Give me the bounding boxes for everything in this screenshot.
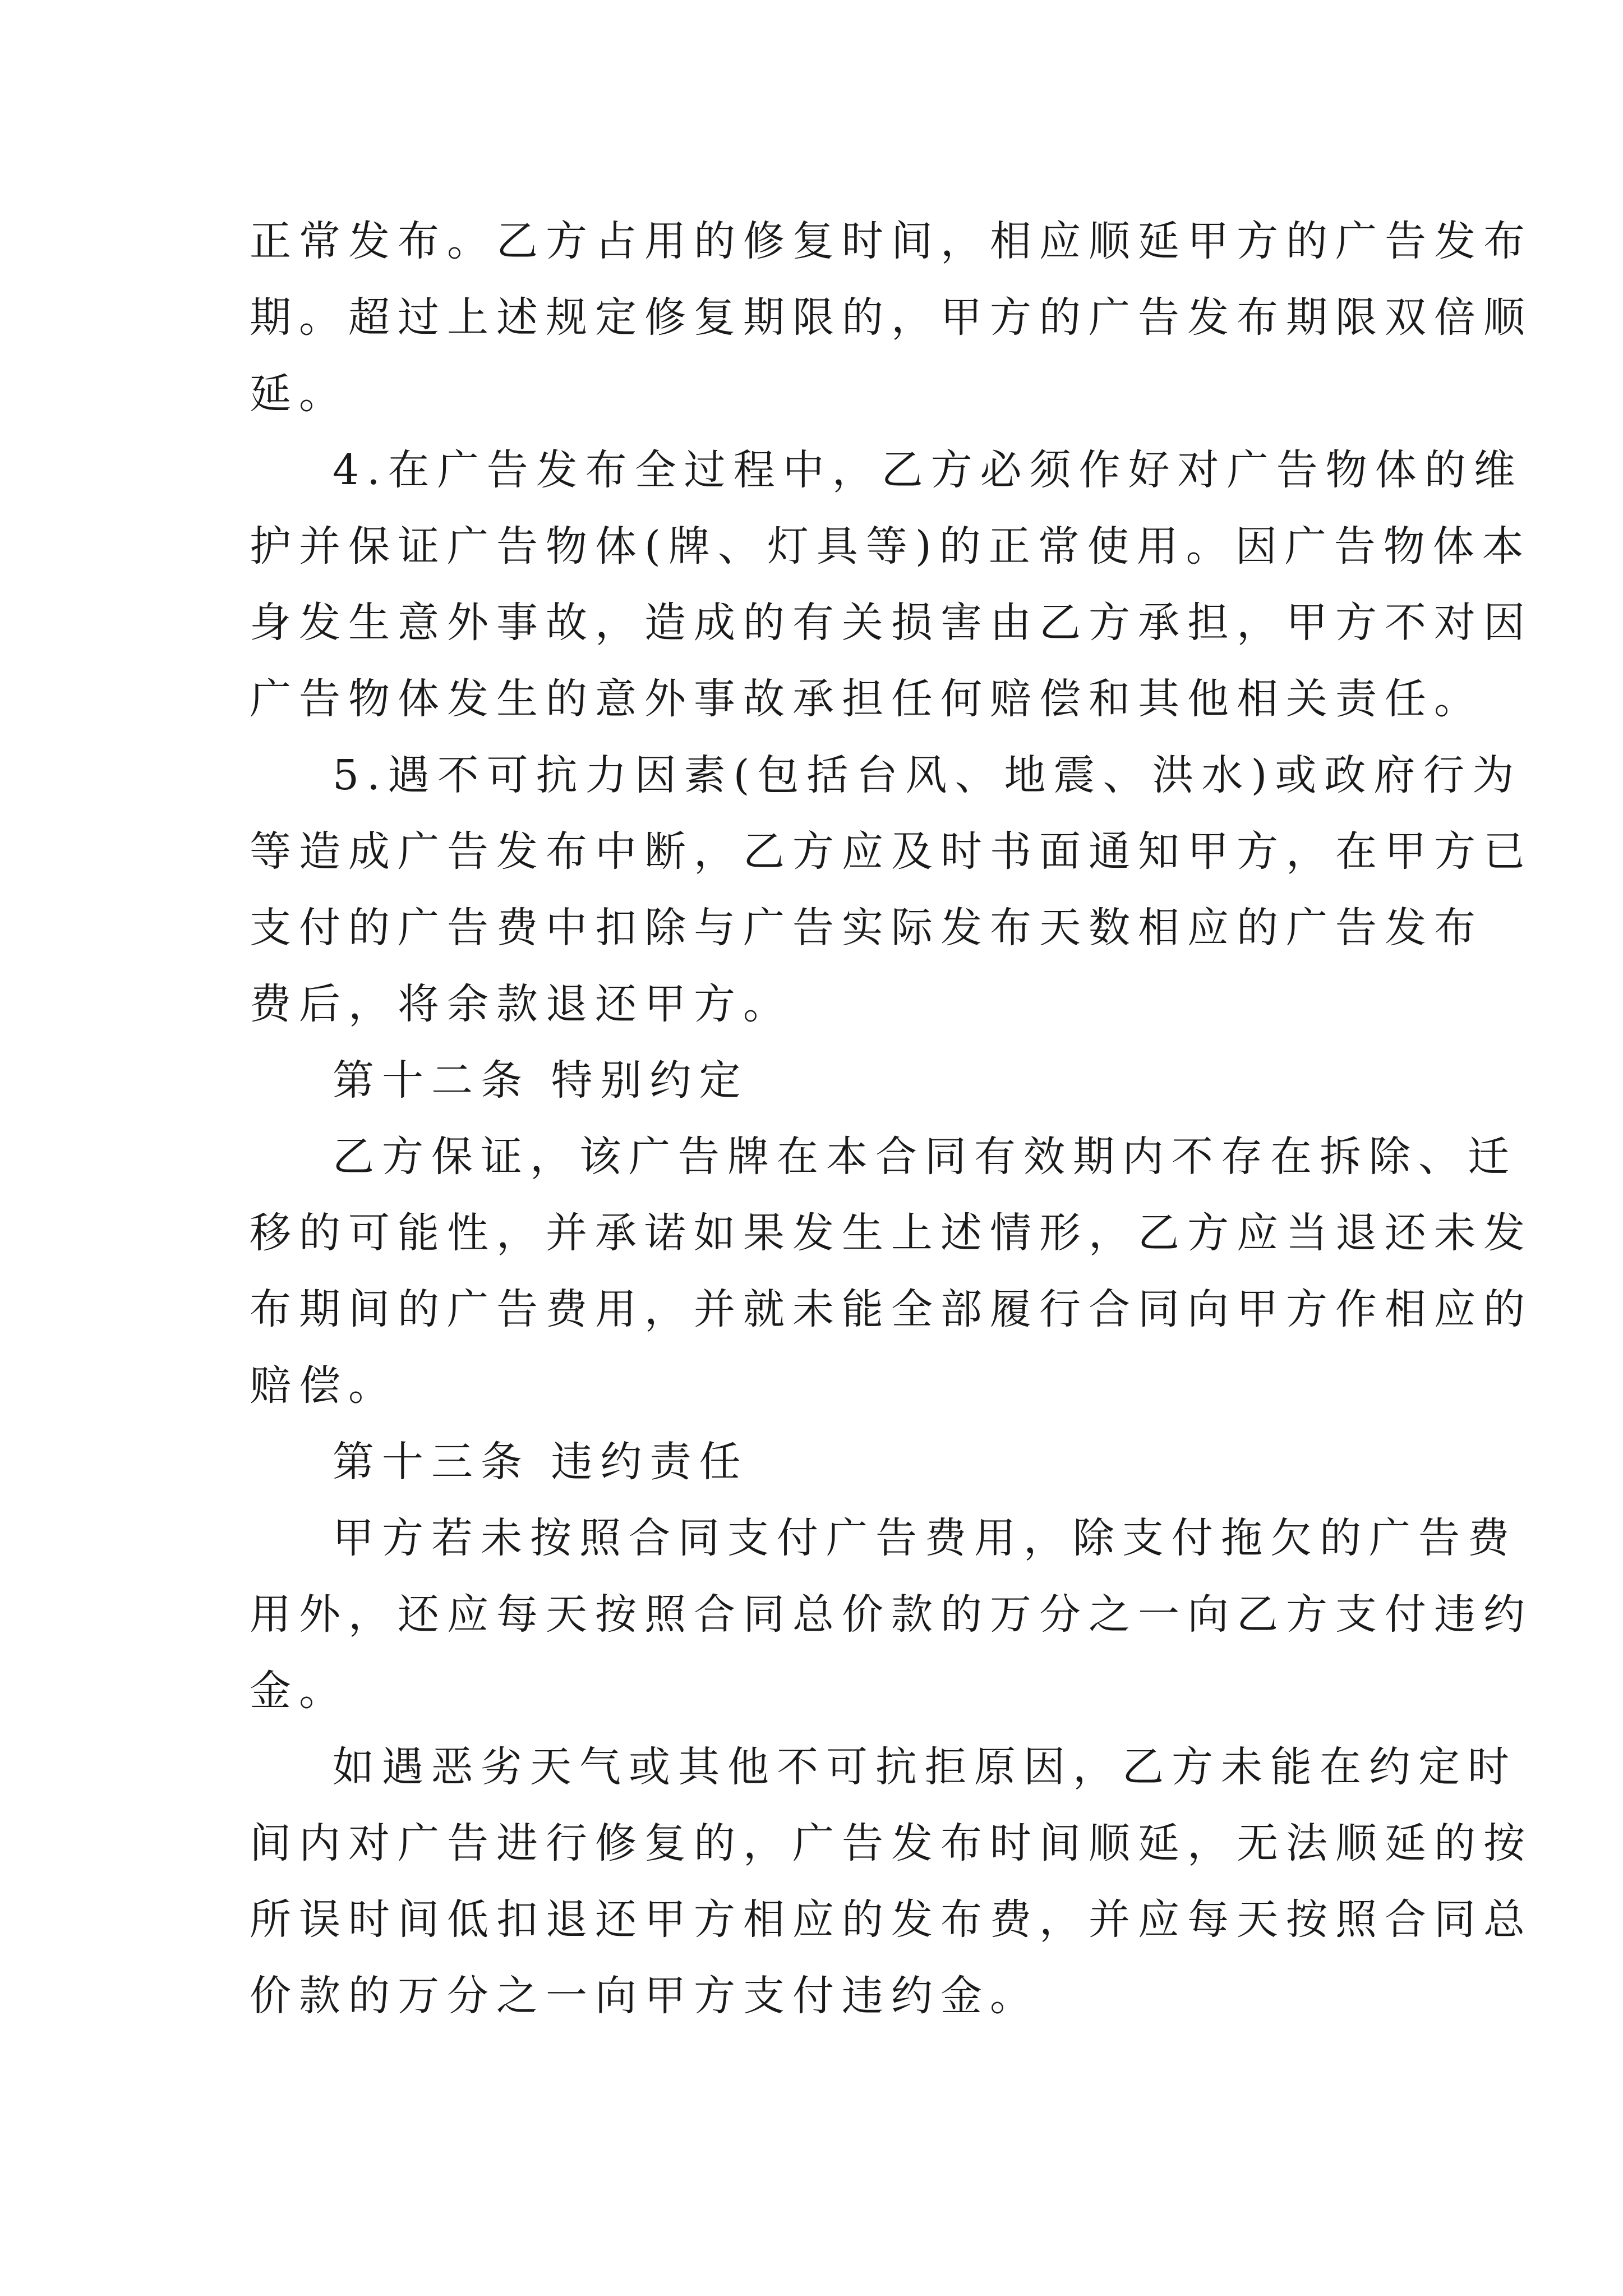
paragraph-party-a-breach bbox=[250, 1500, 1533, 1729]
text-line: 费后，将余款退还甲方。 bbox=[250, 980, 792, 1028]
text-line: 如遇恶劣天气或其他不可抗拒原因，乙方未能在约定时 bbox=[333, 1743, 1517, 1791]
text-line: 乙方保证，该广告牌在本合同有效期内不存在拆除、迁 bbox=[333, 1133, 1517, 1181]
text-line: 等造成广告发布中断，乙方应及时书面通知甲方，在甲方已 bbox=[250, 827, 1533, 876]
text-line: 金。 bbox=[250, 1667, 348, 1715]
text-line: 甲方若未按照合同支付广告费用，除支付拖欠的广告费 bbox=[333, 1514, 1517, 1562]
text-line: 移的可能性，并承诺如果发生上述情形，乙方应当退还未发 bbox=[250, 1209, 1533, 1257]
text-line: 第十二条 特别约定 bbox=[333, 1056, 749, 1105]
section-heading-article-13 bbox=[250, 1424, 1382, 1500]
text-line: 所误时间低扣退还甲方相应的发布费，并应每天按照合同总 bbox=[250, 1895, 1533, 1944]
paragraph-continuation bbox=[250, 203, 1533, 432]
text-line: 间内对广告进行修复的，广告发布时间顺延，无法顺延的按 bbox=[250, 1819, 1533, 1867]
paragraph-special-agreement bbox=[250, 1119, 1533, 1424]
text-line: 赔偿。 bbox=[250, 1361, 398, 1410]
text-line: 价款的万分之一向甲方支付违约金。 bbox=[250, 1972, 1039, 2020]
text-line: 布期间的广告费用，并就未能全部履行合同向甲方作相应的 bbox=[250, 1285, 1533, 1333]
text-line: 5.遇不可抗力因素(包括台风、地震、洪水)或政府行为 bbox=[333, 751, 1522, 799]
text-line: 身发生意外事故，造成的有关损害由乙方承担，甲方不对因 bbox=[250, 599, 1533, 647]
text-line: 用外，还应每天按照合同总价款的万分之一向乙方支付违约 bbox=[250, 1590, 1533, 1639]
document-body bbox=[250, 203, 1533, 2034]
text-line: 第十三条 违约责任 bbox=[333, 1438, 749, 1486]
paragraph-item-4 bbox=[250, 432, 1533, 737]
paragraph-force-majeure bbox=[250, 1729, 1533, 2034]
paragraph-item-5 bbox=[250, 737, 1533, 1042]
text-line: 广告物体发生的意外事故承担任何赔偿和其他相关责任。 bbox=[250, 675, 1483, 723]
text-line: 正常发布。乙方占用的修复时间，相应顺延甲方的广告发布 bbox=[250, 217, 1533, 265]
text-line: 支付的广告费中扣除与广告实际发布天数相应的广告发布 bbox=[250, 904, 1483, 952]
text-line: 护并保证广告物体(牌、灯具等)的正常使用。因广告物体本 bbox=[250, 522, 1532, 570]
text-line: 延。 bbox=[250, 370, 348, 418]
text-line: 4.在广告发布全过程中，乙方必须作好对广告物体的维 bbox=[333, 446, 1523, 494]
section-heading-article-12 bbox=[250, 1042, 1382, 1119]
text-line: 期。超过上述规定修复期限的，甲方的广告发布期限双倍顺 bbox=[250, 293, 1533, 342]
